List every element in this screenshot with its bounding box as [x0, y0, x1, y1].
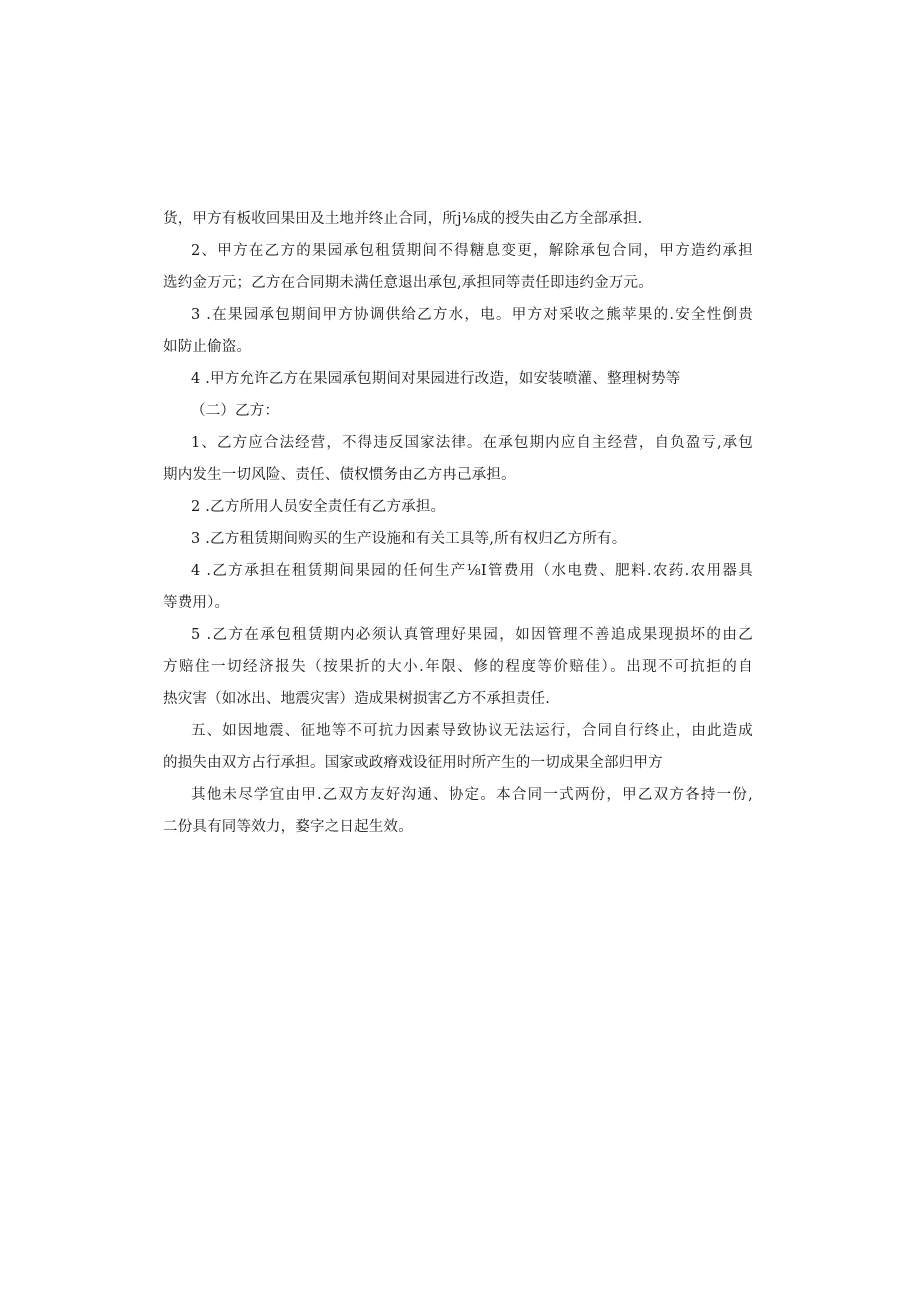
paragraph-9	[163, 619, 753, 715]
paragraph-line: 4 .甲方允许乙方在果园承包期间对果园进行改造，如安装喷灌、整理树势等	[191, 371, 681, 387]
paragraph-line: 5 .乙方在承包租赁期内必须认真管理好果园，如因管理不善追成果现损坏的由乙	[191, 627, 753, 643]
paragraph-line: 等费用）。	[163, 595, 230, 611]
paragraph-3	[163, 363, 753, 395]
section-heading: （二）乙方：	[191, 403, 280, 419]
paragraph-line: 2 .乙方所用人员安全责任有乙方承担。	[191, 499, 446, 515]
paragraph-line: 二份具有同等效力，婺字之日起生效。	[163, 819, 413, 835]
paragraph-10	[163, 715, 753, 779]
paragraph-line: 2、甲方在乙方的果园承包租赁期间不得糖息变更，解除承包合同，甲方造约承担	[191, 243, 753, 259]
paragraph-line: 的损失由双方占行承担。国家或政瘠戏设征用时所产生的一切成果全部归甲方	[163, 755, 663, 771]
paragraph-line: 热灾害（如冰出、地震灾害）造成果树损害乙方不承担责任.	[163, 691, 551, 707]
paragraph-4	[163, 395, 753, 427]
paragraph-6	[163, 491, 753, 523]
paragraph-line: 如防止偷盗。	[163, 339, 252, 355]
paragraph-line: 方赔住一切经济报失（按果折的大小.年限、修的程度等价赔佳）。出现不可抗拒的自	[163, 659, 753, 675]
paragraph-11	[163, 779, 753, 843]
paragraph-1	[163, 235, 753, 299]
document-body	[163, 203, 753, 843]
paragraph-line: 货，甲方有板收回果田及土地并终止合同，所j⅛成的授失由乙方全部承担.	[163, 211, 643, 227]
paragraph-line: 期内发生一切风险、责任、债权惯务由乙方冉己承担。	[163, 467, 516, 483]
paragraph-line: 4 .乙方承担在租赁期间果园的任何生产⅛I管费用（水电费、肥料.农药.农用器具	[191, 563, 753, 579]
paragraph-8	[163, 555, 753, 619]
paragraph-7	[163, 523, 753, 555]
paragraph-0	[163, 203, 753, 235]
paragraph-line: 3 .乙方租赁期间购买的生产设施和有关工具等,所有权归乙方所有。	[191, 531, 627, 547]
paragraph-line: 五、如因地震、征地等不可抗力因素导致协议无法运行，合同自行终止，由此造成	[191, 723, 753, 739]
paragraph-5	[163, 427, 753, 491]
paragraph-line: 1、乙方应合法经营，不得违反国家法律。在承包期内应自主经营，自负盈亏,承包	[191, 435, 753, 451]
paragraph-line: 3 .在果园承包期间甲方协调供给乙方水，电。甲方对采收之熊苹果的.安全性倒贵	[191, 307, 753, 323]
paragraph-2	[163, 299, 753, 363]
paragraph-line: 选约金万元；乙方在合同期未满任意退出承包,承担同等责任即违约金万元。	[163, 275, 653, 291]
paragraph-line: 其他未尽学宜由甲.乙双方友好沟通、协定。本合同一式两份，甲乙双方各持一份,	[191, 787, 753, 803]
